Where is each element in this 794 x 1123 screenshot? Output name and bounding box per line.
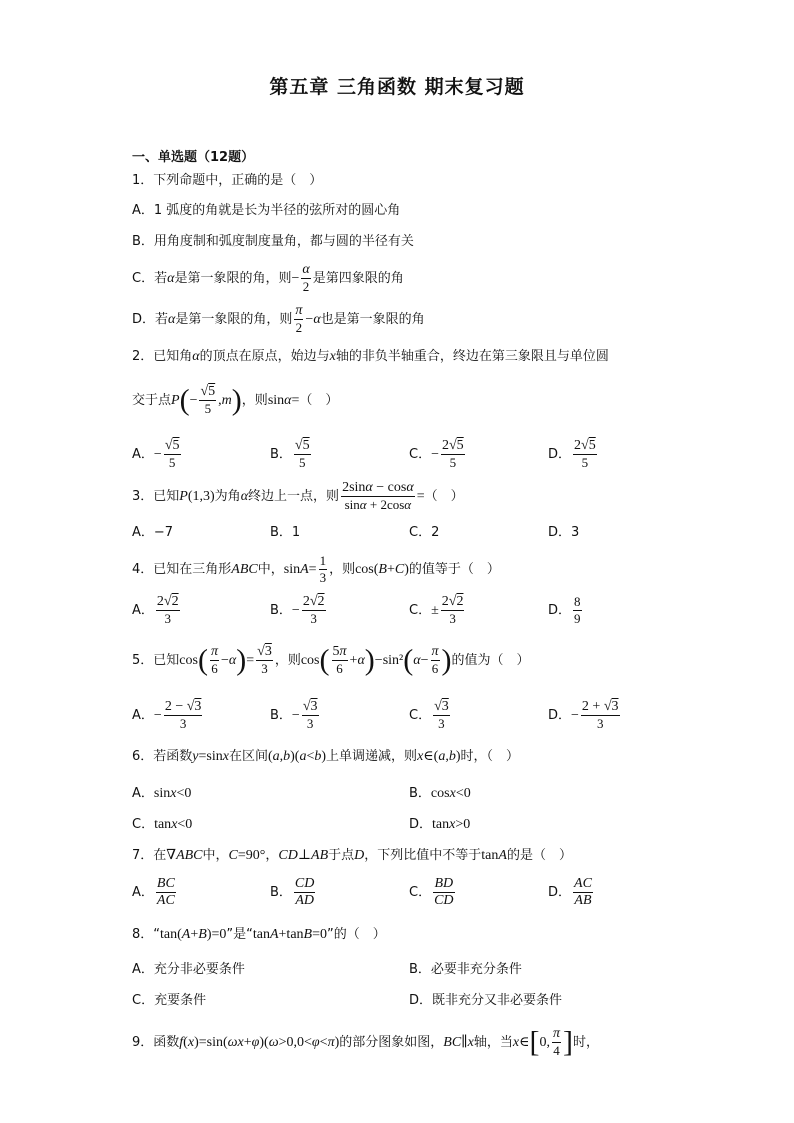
q2-stem-pre: 2．已知角 (132, 349, 193, 364)
question-1-option-c: C．若α是第一象限的角，则− $\frac{\alpha}{2}$ 是第四象限的角 (132, 262, 404, 294)
q2-line2-end: （ ） (299, 393, 339, 408)
question-6-option-a: A．sinx<0 (132, 786, 192, 801)
q2-stem-mid: 的顶点在原点，始边与 (199, 349, 330, 364)
question-8-stem: 8．“tan(A+B)=0”是“tanA+tanB=0”的（ ） (132, 927, 386, 942)
question-8-option-b: B．必要非充分条件 (409, 962, 522, 977)
q1-d-mid: 是第一象限的角，则 (175, 312, 293, 327)
q3-stem-end: （ ） (424, 489, 464, 504)
q7-stem-mid: 中， (202, 848, 229, 863)
q2-d-label: D． (548, 447, 572, 462)
question-2-option-c: C．− $\frac{2√5}{5}$ (409, 438, 464, 470)
q5-a-label: A． (132, 708, 154, 723)
question-2-line2: 交于点P(− $\frac{√5}{5}$ ,m)，则sinα=（ ） (132, 383, 339, 417)
q3-stem-pre: 3．已知 (132, 489, 180, 504)
q7-stem-mid3: 于点 (328, 848, 355, 863)
question-4-option-b: B．− $\frac{2√2}{3}$ (270, 594, 325, 626)
question-6-stem: 6．若函数y=sinx在区间(a,b)(a<b)上单调递减，则x∈(a,b)时，（ ） (132, 749, 519, 764)
q2-line2-post: ，则 (241, 393, 268, 408)
q7-stem-pre: 7．在 (132, 848, 167, 863)
question-3-stem: 3．已知P(1,3)为角α终边上一点，则 $\frac{2\sin\alpha - \cos\alpha}{\sin\alpha + 2\cos\alpha}$ =（ ） (132, 480, 464, 512)
q6-c-label: C． (132, 817, 155, 832)
q5-c-label: C． (409, 708, 432, 723)
q2-line2-pre: 交于点 (132, 393, 172, 408)
q4-stem-pre: 4．已知在三角形 (132, 562, 232, 577)
question-6-option-b: B．cosx<0 (409, 786, 471, 801)
q1-d-post: 也是第一象限的角 (320, 312, 425, 327)
question-6-option-c: C．tanx<0 (132, 817, 193, 832)
q6-stem-end: 时，（ ） (460, 749, 519, 764)
section-heading: 一、单选题（12题） (132, 150, 255, 165)
question-4-option-d: D． $\frac{8}{9}$ (548, 594, 581, 626)
q7-d-label: D． (548, 885, 572, 900)
q7-stem-end: ，下列比值中不等于 (364, 848, 482, 863)
q7-stem-end2: 的是（ ） (506, 848, 572, 863)
question-7-option-c: C． $\frac{BD}{CD}$ (409, 876, 454, 908)
question-6-option-d: D．tanx>0 (409, 817, 471, 832)
q7-b-label: B． (270, 885, 292, 900)
q8-stem-mid: ”是“ (226, 927, 253, 942)
q6-b-label: B． (409, 786, 431, 801)
q4-b-label: B． (270, 603, 292, 618)
q7-c-label: C． (409, 885, 432, 900)
q4-d-label: D． (548, 603, 572, 618)
q5-stem-mid: ，则 (274, 653, 301, 668)
q1-c-mid: 是第一象限的角，则 (174, 271, 292, 286)
q2-b-label: B． (270, 447, 292, 462)
question-7-option-a: A． $\frac{BC}{AC}$ (132, 876, 175, 908)
q2-a-label: A． (132, 447, 154, 462)
q5-b-label: B． (270, 708, 292, 723)
question-5-stem: 5．已知cos( $\frac{\pi}{6}$ −α)= $\frac{√3}{3}$ ，则cos( $\frac{5\pi}{6}$ +α)−sin²(α− $\frac{\pi}{6}$ )的值为（ ） (132, 643, 530, 677)
question-9-stem: 9．函数f(x)=sin(ωx+φ)(ω>0,0<φ<π)的部分图象如图，BC∥x轴，当x∈[0, $\frac{\pi}{4}$ ]时， (132, 1025, 599, 1059)
q1-d-pre: D．若 (132, 312, 169, 327)
question-4-option-c: C．± $\frac{2√2}{3}$ (409, 594, 464, 626)
q2-stem-post: 轴的非负半轴重合，终边在第三象限且与单位圆 (335, 349, 609, 364)
q9-stem-mid: 的部分图象如图， (339, 1035, 444, 1050)
question-3-option-a: A．−7 (132, 525, 174, 540)
q5-stem-end: 的值为（ ） (451, 653, 530, 668)
question-1-option-a: A．1 弧度的角就是长为半径的弦所对的圆心角 (132, 203, 401, 218)
question-5-option-d: D．− $\frac{2 + √3}{3}$ (548, 699, 619, 731)
question-8-option-d: D．既非充分又非必要条件 (409, 993, 563, 1008)
q4-a-label: A． (132, 603, 154, 618)
q4-stem-end: 的值等于（ ） (408, 562, 500, 577)
q8-stem-end: ”的（ ） (327, 927, 386, 942)
q4-stem-mid2: ，则 (329, 562, 356, 577)
question-3-option-d: D．3 (548, 525, 580, 540)
question-2-option-b: B． $\frac{√5}{5}$ (270, 438, 310, 470)
q7-stem-mid2: ， (265, 848, 279, 863)
question-7-option-b: B． $\frac{CD}{AD}$ (270, 876, 315, 908)
question-2-option-d: D． $\frac{2√5}{5}$ (548, 438, 596, 470)
q6-a-label: A． (132, 786, 154, 801)
q1-c-post: 是第四象限的角 (312, 271, 404, 286)
question-1-option-d: D．若α是第一象限的角，则 $\frac{\pi}{2}$ −α也是第一象限的角 (132, 303, 425, 335)
q1-c-pre: C．若 (132, 271, 168, 286)
q7-a-label: A． (132, 885, 154, 900)
q6-d-label: D． (409, 817, 433, 832)
question-5-option-a: A．− $\frac{2 - √3}{3}$ (132, 699, 202, 731)
question-4-stem: 4．已知在三角形ABC中，sinA= $\frac{1}{3}$ ，则cos(B+C)的值等于（ ） (132, 553, 500, 585)
q6-stem-mid2: 上单调递减，则 (326, 749, 418, 764)
q5-stem-pre: 5．已知 (132, 653, 180, 668)
q4-c-label: C． (409, 603, 432, 618)
q6-stem-pre: 6．若函数 (132, 749, 193, 764)
page-title: 第五章 三角函数 期末复习题 (269, 76, 525, 98)
q9-stem-end: 时， (572, 1035, 599, 1050)
q3-stem-mid2: 终边上一点，则 (248, 489, 340, 504)
question-3-option-c: C．2 (409, 525, 440, 540)
question-2-option-a: A．− $\frac{√5}{5}$ (132, 438, 180, 470)
question-3-option-b: B．1 (270, 525, 301, 540)
question-1-option-b: B．用角度制和弧度制度量角，都与圆的半径有关 (132, 234, 414, 249)
q9-stem-mid2: 轴，当 (473, 1035, 513, 1050)
question-5-option-c: C． $\frac{√3}{3}$ (409, 699, 449, 731)
q5-d-label: D． (548, 708, 572, 723)
q3-stem-mid: 为角 (214, 489, 241, 504)
question-2-stem: 2．已知角α的顶点在原点，始边与x轴的非负半轴重合，终边在第三象限且与单位圆 (132, 349, 609, 364)
q8-stem-pre: 8．“ (132, 927, 161, 942)
q6-stem-mid: 在区间 (228, 749, 268, 764)
q4-stem-mid: 中， (257, 562, 284, 577)
question-8-option-a: A．充分非必要条件 (132, 962, 245, 977)
q9-stem-pre: 9．函数 (132, 1035, 180, 1050)
q2-c-label: C． (409, 447, 432, 462)
question-7-stem: 7．在∇ABC中，C=90°，CD⊥AB于点D，下列比值中不等于tanA的是（ ） (132, 848, 572, 863)
question-7-option-d: D． $\frac{AC}{AB}$ (548, 876, 592, 908)
question-1-stem: 1．下列命题中，正确的是（ ） (132, 173, 323, 188)
question-8-option-c: C．充要条件 (132, 993, 207, 1008)
question-5-option-b: B．− $\frac{√3}{3}$ (270, 699, 318, 731)
question-4-option-a: A． $\frac{2√2}{3}$ (132, 594, 179, 626)
